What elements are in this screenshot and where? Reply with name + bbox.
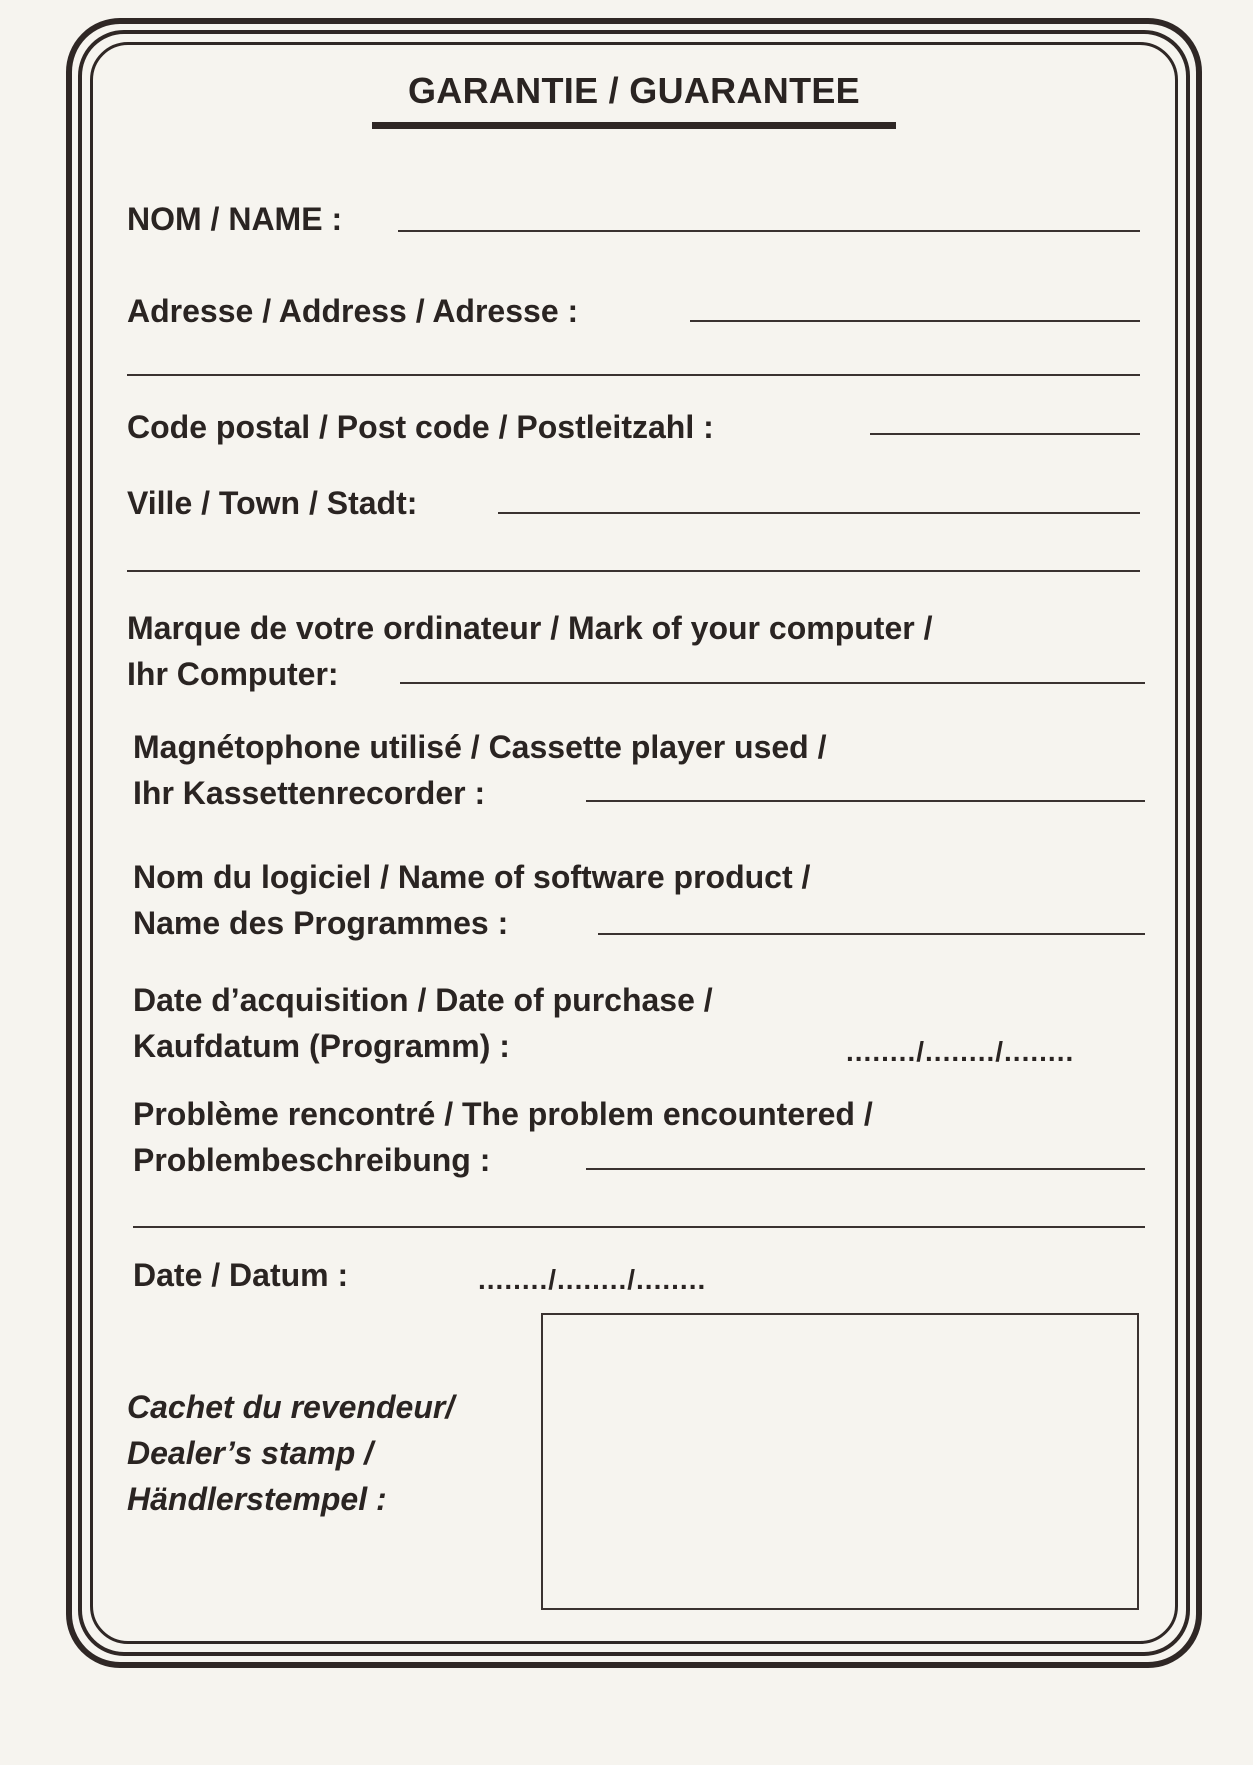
card-title: GARANTIE / GUARANTEE [407, 70, 860, 111]
town-label: Ville / Town / Stadt: [127, 485, 418, 521]
problem-label-1: Problème rencontré / The problem encountered / [133, 1096, 873, 1132]
address-line[interactable] [690, 320, 1140, 322]
town-line[interactable] [498, 512, 1140, 514]
problem-label-2: Problembeschreibung : [133, 1142, 491, 1178]
town-line-2[interactable] [127, 570, 1140, 572]
computer-line[interactable] [400, 682, 1145, 684]
problem-line-2[interactable] [133, 1226, 1145, 1228]
stamp-label-2: Dealer’s stamp / [127, 1435, 374, 1471]
title-underline [372, 122, 896, 129]
stamp-label-1: Cachet du revendeur/ [127, 1389, 455, 1425]
cassette-label-2: Ihr Kassettenrecorder : [133, 775, 486, 811]
address-line-2[interactable] [127, 374, 1140, 376]
cassette-label-1: Magnétophone utilisé / Cassette player used / [133, 729, 827, 765]
software-label-1: Nom du logiciel / Name of software product / [133, 859, 811, 895]
name-label: NOM / NAME : [127, 201, 343, 237]
software-line[interactable] [598, 933, 1145, 935]
date-field[interactable]: ......../......../........ [478, 1264, 707, 1295]
stamp-label-3: Händlerstempel : [127, 1481, 387, 1517]
computer-label-1: Marque de votre ordinateur / Mark of your computer / [127, 610, 933, 646]
purchase-date-field[interactable]: ......../......../........ [846, 1036, 1075, 1067]
purchase-label-1: Date d’acquisition / Date of purchase / [133, 982, 713, 1018]
postcode-label: Code postal / Post code / Postleitzahl : [127, 409, 714, 445]
computer-label-2: Ihr Computer: [127, 656, 339, 692]
name-line[interactable] [398, 230, 1140, 232]
software-label-2: Name des Programmes : [133, 905, 509, 941]
cassette-line[interactable] [586, 800, 1145, 802]
date-label: Date / Datum : [133, 1257, 349, 1293]
purchase-label-2: Kaufdatum (Programm) : [133, 1028, 510, 1064]
dealer-stamp-box[interactable] [541, 1313, 1139, 1610]
postcode-line[interactable] [870, 433, 1140, 435]
problem-line[interactable] [586, 1168, 1145, 1170]
address-label: Adresse / Address / Adresse : [127, 293, 579, 329]
